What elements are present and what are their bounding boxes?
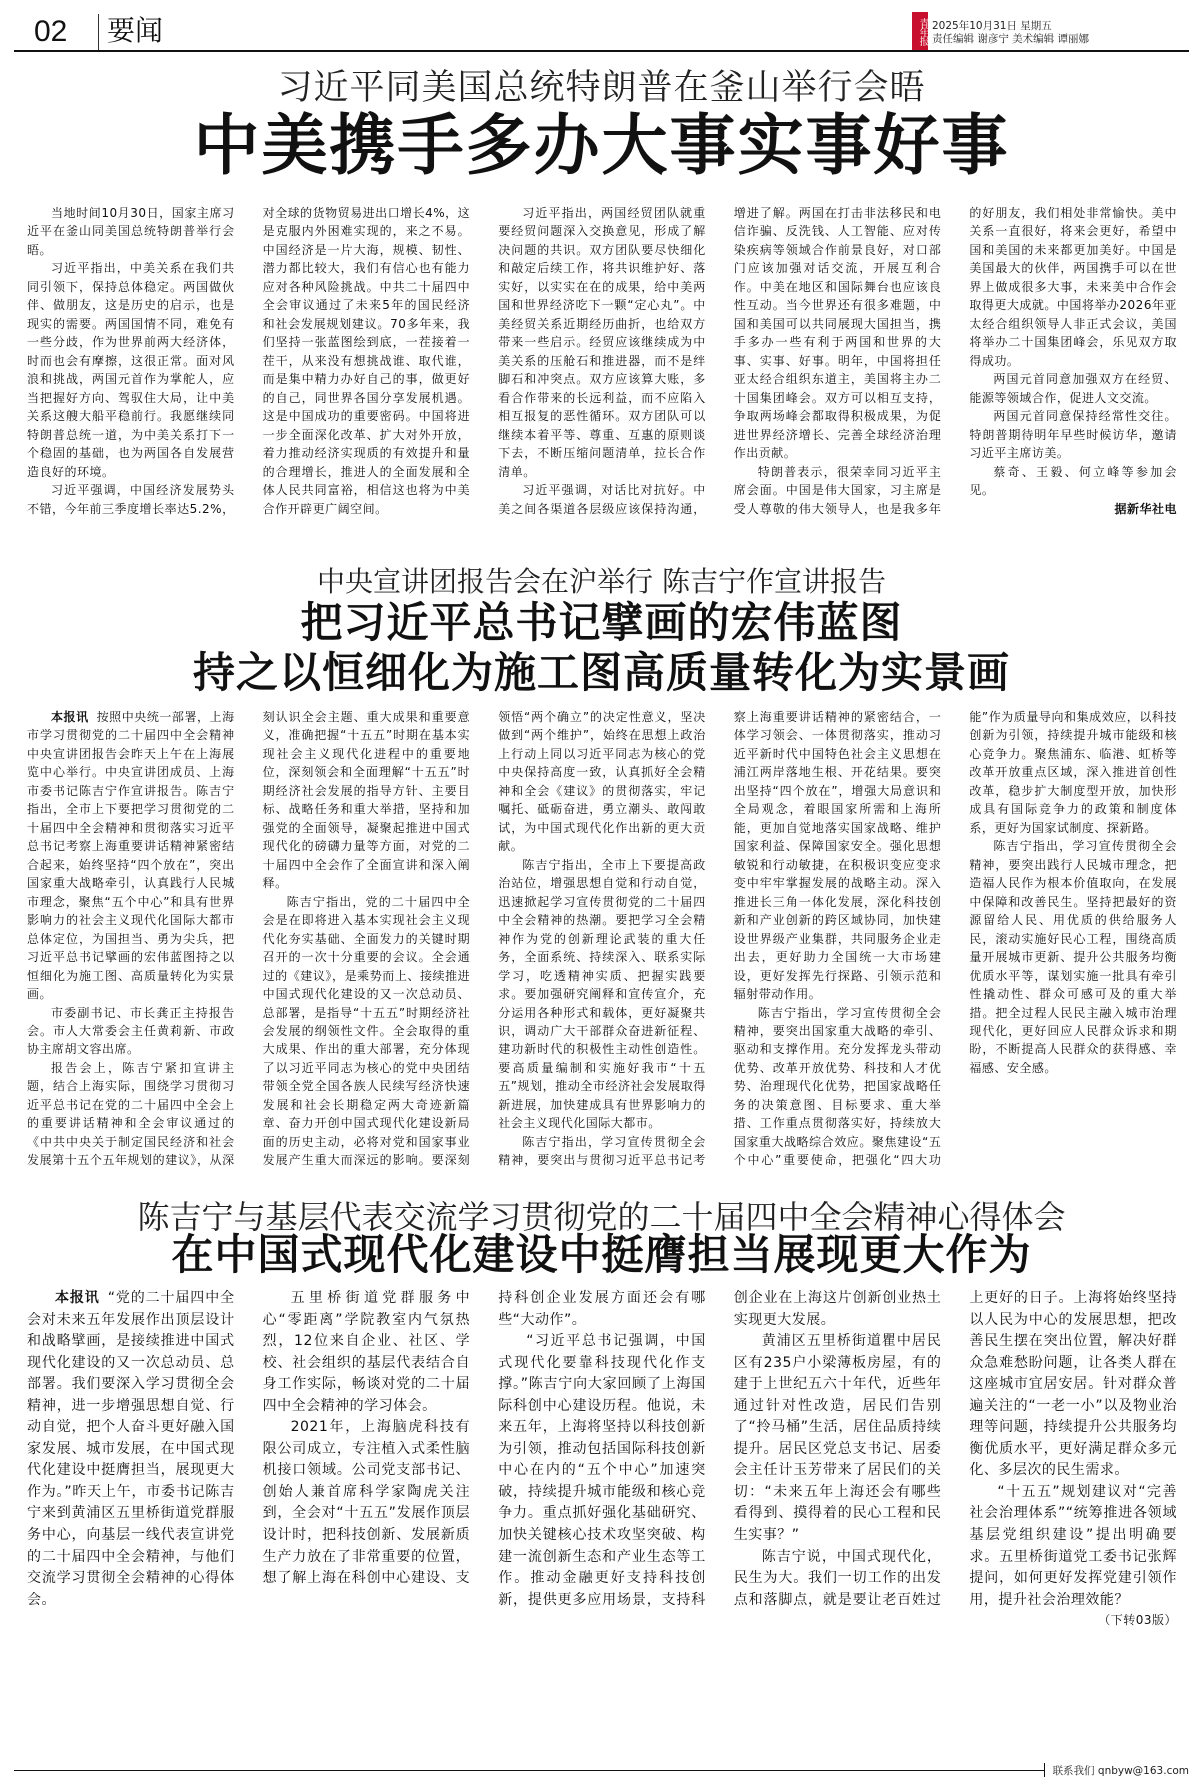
paragraph-text: “党的二十届四中全会对未来五年发展作出顶层设计和战略擘画，是接续推进中国式现代化建设的又一次总动员、总部署。我们要深入学习贯彻全会精神，进一步增强思想自觉、行动自觉，把个人奋斗更好融入国家发展、城市发展，在中国式现代化建设中挺膺担当，展现更大作为。”昨天上午，市委书记陈吉宁来到黄浦区五里桥街道党群服务中心，向基层一线代表宣讲党的二十届四中全会精神，与他们交流学习贯彻全会精神的心得体会。 (27, 1290, 235, 1608)
paragraph (498, 204, 706, 481)
paragraph-text: 五里桥街道党群服务中心“零距离”学院教室内气氛热烈，12位来自企业、社区、学校、社会组织的基层代表结合自身工作实际，畅谈对党的二十届四中全会精神的学习体会。 (262, 1290, 471, 1414)
article2-title (20, 598, 1183, 698)
paragraph (969, 463, 1177, 500)
paragraph-text: “十五五”规划建议对“完善社会治理体系”“统筹推进各领域基层党组织建设”提出明确要求。五里桥街道党工委书记张辉提问，如何更好发挥党建引领作用，提升社会治理效能？ (969, 1483, 1177, 1608)
paragraph-text: 陈吉宁指出，学习宣传贯彻全会精神，要突出与贯彻习近平总书记考察上海重要讲话精神的紧密结合，一体学习领会、一体贯彻落实，推动习近平新时代中国特色社会主义思想在浦江两岸落地生根、开花结果。要突出坚持“四个放在”，增强大局意识和全局观念，着眼国家所需和上海所能，更加自觉地落实国家战略、维护国家利益、保障国家安全。强化思想敏锐和行动敏捷，在积极识变应变求变中牢牢掌握发展的战略主动。深入推进长三角一体化发展，深化科技创新和产业创新的跨区域协同，加快建设世界级产业集群，共同服务企业走出去，更好助力全国统一大市场建设，更好发挥先行探路、引领示范和辐射带动作用。 (498, 710, 942, 1168)
lead-tag: 本报讯 (51, 710, 89, 724)
paragraph-text: 习近平指出，两国经贸团队就重要经贸问题深入交换意见，形成了解决问题的共识。双方团队要尽快细化和敲定后续工作，将共识维护好、落实好，以实实在在的成果，给中美两国和世界经济吃下一颗“定心丸”。中美经贸关系近期经历曲折，也给双方带来一些启示。经贸应该继续成为中美关系的压舱石和推进器，而不是绊脚石和冲突点。双方应该算大账，多看合作带来的长远利益，而不应陷入相互报复的恶性循环。双方团队可以继续本着平等、尊重、互惠的原则谈下去，不断压缩问题清单，拉长合作清单。 (498, 206, 706, 479)
newspaper-logo: 青年报 (912, 12, 928, 50)
paragraph-text: 陈吉宁说，中国式现代化，民生为大。我们一切工作的出发点和落脚点，就是要让老百姓过上更好的日子。上海将始终坚持以人民为中心的发展思想，把改善民生摆在突出位置，解决好群众急难愁盼问题，让各类人群在这座城市宜居安居。针对群众普遍关注的“一老一小”以及物业治理等问题，持续提升公共服务均衡优质水平，更好满足群众多元化、多层次的民生需求。 (733, 1290, 1177, 1608)
masthead (14, 8, 1189, 52)
paragraph (27, 1288, 235, 1611)
paragraph (27, 259, 235, 481)
footer-contact: 联系我们 qnbyw@163.com (1052, 1765, 1189, 1777)
paragraph (734, 1331, 942, 1546)
paragraph-text: 2021年，上海脑虎科技有限公司成立，专注植入式柔性脑机接口领域。公司党支部书记、创始人兼首席科学家陶虎关注到，全会对“十五五”发展作顶层设计时，把科技创新、发展新质生产力放在了非常重要的位置，想了解上海在科创中心建设、支持科创企业发展方面还会有哪些“大动作”。 (262, 1290, 706, 1587)
news-source: 据新华社电 (1114, 501, 1177, 516)
article3-body (27, 1288, 1177, 1630)
paragraph (27, 708, 235, 1004)
issue-date: 2025年10月31日 星期五 (932, 20, 1052, 32)
paragraph (969, 837, 1177, 1077)
paragraph-text: 习近平强调，对话比对抗好。中美之间各渠道各层级应该保持沟通，增进了解。两国在打击非法移民和电信诈骗、反洗钱、人工智能、应对传染疾病等领域合作前景良好，对口部门应该加强对话交流，开展互利合作。中美在地区和国际舞台也应该良性互动。当今世界还有很多难题，中国和美国可以共同展现大国担当，携手多办一些有利于两国和世界的大事、实事、好事。明年，中国将担任亚太经合组织东道主，美国将主办二十国集团峰会。双方可以相互支持，争取两场峰会都取得积极成果，为促进世界经济增长、完善全球经济治理作出贡献。 (498, 206, 942, 516)
article1-title: 中美携手多办大事实事好事 (193, 107, 1010, 184)
paragraph-text: 两国元首同意保持经常性交往。特朗普期待明年早些时候访华，邀请习近平主席访美。 (969, 409, 1177, 461)
paragraph (969, 407, 1177, 462)
paragraph-text: 两国元首同意加强双方在经贸、能源等领域合作，促进人文交流。 (969, 372, 1177, 405)
article1-body (27, 204, 1177, 518)
paragraph (27, 1004, 235, 1059)
article3-subtitle: 陈吉宁与基层代表交流学习贯彻党的二十届四中全会精神心得体会 (137, 1198, 1066, 1236)
editors: 责任编辑 谢彦宁 美术编辑 谭丽娜 (932, 33, 1090, 45)
paragraph-text: 陈吉宁指出，学习宣传贯彻全会精神，要突出践行人民城市理念，把造福人民作为根本价值取向，在发展中保障和改善民生。坚持把最好的资源留给人民、用优质的供给服务人民，滚动实施好民心工程，围绕高质量开展城市更新、提升公共服务均衡优质水平等，谋划实施一批具有牵引性撬动性、群众可感可及的重大举措。把全过程人民民主融入城市治理现代化，更好回应人民群众诉求和期盼，不断提高人民群众的获得感、幸福感、安全感。 (969, 839, 1177, 1075)
article1-subtitle: 习近平同美国总统特朗普在釜山举行会晤 (277, 68, 926, 108)
paragraph-text: 当地时间10月30日，国家主席习近平在釜山同美国总统特朗普举行会晤。 (27, 206, 235, 257)
paragraph-text: 习近平强调，中国经济发展势头不错，今年前三季度增长率达5.2%，对全球的货物贸易进出口增长4%，这是克服内外困难实现的，来之不易。中国经济是一片大海，规模、韧性、潜力都比较大，我们有信心也有能力应对各种风险挑战。中共二十届四中全会审议通过了未来5年的国民经济和社会发展规划建议。70多年来，我们坚持一张蓝图绘到底，一茬接着一茬干，从来没有想挑战谁、取代谁，而是集中精力办好自己的事，做更好的自己，同世界各国分享发展机遇。这是中国成功的重要密码。中国将进一步全面深化改革、扩大对外开放，着力推动经济实现质的有效提升和量的合理增长，推进人的全面发展和全体人民共同富裕，相信这也将为中美合作开辟更广阔空间。 (27, 206, 471, 516)
divider (98, 14, 99, 50)
paragraph-text: “习近平总书记强调，中国式现代化要靠科技现代化作支撑。”陈吉宁向大家回顾了上海国际科创中心建设历程。他说，未来五年，上海将坚持以科技创新为引领，推动包括国际科技创新中心在内的“五个中心”加速突破，持续提升城市能级和核心竞争力。重点抓好强化基础研究、加快关键核心技术攻坚突破、构建一流创新生态和产业生态等工作。推动金融更好支持科技创新，提供更多应用场景，支持科创企业在上海这片创新创业热土实现更大发展。 (498, 1290, 942, 1608)
paragraph-text: 陈吉宁指出，学习宣传贯彻全会精神，要突出国家重大战略的牵引、驱动和支撑作用。充分发挥龙头带动优势、改革开放优势、科技和人才优势、治理现代化优势，把国家战略任务的决策意图、目标要求、重大举措、工作重点贯彻落实好，持续放大国家重大战略综合效应。聚焦建设“五个中心”重要使命，把强化“四大功能”作为质量导向和集成效应，以科技创新为引领，持续提升城市能级和核心竞争力。聚焦浦东、临港、虹桥等改革开放重点区域，深入推进首创性改革，稳步扩大制度型开放，加快形成具有国际竞争力的政策和制度体系，更好为国家试制度、探新路。 (733, 710, 1177, 1168)
article3-title: 在中国式现代化建设中挺膺担当展现更大作为 (171, 1230, 1032, 1279)
paragraph-text: 陈吉宁指出，全市上下要提高政治站位，增强思想自觉和行动自觉，迅速掀起学习宣传贯彻党的二十届四中全会精神的热潮。要把学习全会精神作为党的创新理论武装的重大任务，全面系统、持续深入、联系实际学习，吃透精神实质、把握实践要求。要加强研究阐释和宣传宣介，充分运用各种形式和载体，更好凝聚共识，调动广大干部群众奋进新征程、建功新时代的积极性主动性创造性。要高质量编制和实施好我市“十五五”规划，推动全市经济社会发展取得新进展，加快建成具有世界影响力的社会主义现代化国际大都市。 (498, 857, 706, 1131)
section-name: 要闻 (107, 14, 164, 47)
paragraph-text: 习近平指出，中美关系在我们共同引领下，保持总体稳定。两国做伙伴、做朋友，这是历史的启示，也是现实的需要。两国国情不同，难免有一些分歧，作为世界前两大经济体，时而也会有摩擦，这很正常。面对风浪和挑战，两国元首作为掌舵人，应当把握好方向、驾驭住大局，让中美关系这艘大船平稳前行。我愿继续同特朗普总统一道，为中美关系打下一个稳固的基础，也为两国各自发展营造良好的环境。 (27, 261, 235, 479)
paragraph (969, 1482, 1177, 1611)
article2-title-line1: 把习近平总书记擘画的宏伟蓝图 (300, 598, 903, 647)
paragraph (263, 1288, 471, 1417)
paragraph (969, 370, 1177, 407)
paragraph-text: 蔡奇、王毅、何立峰等参加会见。 (969, 464, 1177, 498)
lead-tag: 本报讯 (55, 1290, 100, 1306)
article2-body (27, 708, 1177, 1170)
footer-rule (14, 1770, 1044, 1771)
paragraph (27, 204, 235, 259)
article2-subtitle: 中央宣讲团报告会在沪举行 陈吉宁作宣讲报告 (317, 565, 886, 598)
page-number: 02 (34, 15, 68, 48)
paragraph-text: 特朗普表示，很荣幸同习近平主席会面。中国是伟大国家，习主席是受人尊敬的伟大领导人，也是我多年的好朋友，我们相处非常愉快。美中关系一直很好，将来会更好，希望中国和美国的未来都更加美好。中国是美国最大的伙伴，两国携手可以在世界上做成很多大事，未来美中合作会取得更大成就。中国将举办2026年亚太经合组织领导人非正式会议，美国将举办二十国集团峰会，乐见双方取得成功。 (733, 206, 1177, 516)
paragraph-text: 报告会上，陈吉宁紧扣宣讲主题，结合上海实际，围绕学习贯彻习近平总书记在党的二十届四中全会上的重要讲话精神和全会审议通过的《中共中央关于制定国民经济和社会发展第十五个五年规划的建议》，从深刻认识全会主题、重大成果和重要意义，准确把握“十五五”时期在基本实现社会主义现代化进程中的重要地位，深刻领会和全面理解“十五五”时期经济社会发展的指导方针、主要目标、战略任务和重大举措，坚持和加强党的全面领导，凝聚起推进中国式现代化的磅礴力量等方面，对党的二十届四中全会作了全面宣讲和深入阐释。 (27, 710, 471, 1168)
continued-note: （下转03版） (1098, 1613, 1177, 1628)
issue-meta (932, 20, 1089, 46)
paragraph-text: 陈吉宁指出，党的二十届四中全会是在即将进入基本实现社会主义现代化夯实基础、全面发力的关键时期召开的一次十分重要的会议。全会通过的《建议》，是乘势而上、接续推进中国式现代化建设的又一次总动员、总部署，是指导“十五五”时期经济社会发展的纲领性文件。全会取得的重大成果、作出的重大部署，充分体现了以习近平同志为核心的党中央团结带领全党全国各族人民续写经济快速发展和社会长期稳定两大奇迹新篇章、奋力开创中国式现代化建设新局面的历史主动，必将对党和国家事业发展产生重大而深远的影响。要深刻领悟“两个确立”的决定性意义，坚决做到“两个维护”，始终在思想上政治上行动上同以习近平同志为核心的党中央保持高度一致，认真抓好全会精神和全会《建议》的贯彻落实，牢记嘱托、砥砺奋进，勇立潮头、敢闯敢试，为中国式现代化作出新的更大贡献。 (262, 710, 706, 1168)
article2-title-line2: 持之以恒细化为施工图高质量转化为实景画 (192, 648, 1010, 697)
paragraph-text: 黄浦区五里桥街道瞿中居民区有235户小梁薄板房屋，有的建于上世纪五六十年代，近些年通过针对性改造，居民们告别了“拎马桶”生活，居住品质持续提升。居民区党总支书记、居委会主任计玉芳带来了居民们的关切：“未来五年上海还会有哪些看得到、摸得着的民心工程和民生实事？” (733, 1333, 942, 1544)
paragraph-text: 按照中央统一部署，上海市学习贯彻党的二十届四中全会精神中央宣讲团报告会昨天上午在上海展览中心举行。中央宣讲团成员、上海市委书记陈吉宁作宣讲报告。陈吉宁指出，全市上下要把学习贯彻党的二十届四中全会精神和贯彻落实习近平总书记考察上海重要讲话精神紧密结合起来，始终坚持“四个放在”，突出国家重大战略牵引，认真践行人民城市理念，聚焦“五个中心”和具有世界影响力的社会主义现代化国际大都市总体定位，为国担当、勇为尖兵，把习近平总书记擘画的宏伟蓝图持之以恒细化为施工图、高质量转化为实景画。 (27, 710, 235, 1002)
paragraph (498, 856, 706, 1133)
paragraph-text: 市委副书记、市长龚正主持报告会。市人大常委会主任黄莉新、市政协主席胡文容出席。 (27, 1005, 235, 1057)
footer-divider (1044, 1763, 1045, 1777)
